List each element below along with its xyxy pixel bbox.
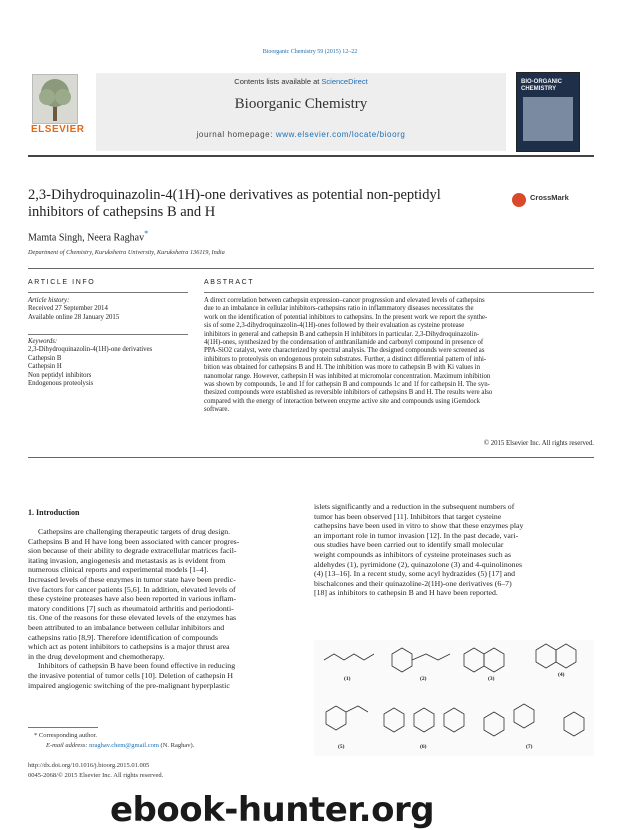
compound-label: (6) — [420, 744, 427, 750]
abstract-line: was shown by compounds, 1e and 1f for cathepsin B and compounds 1c and 1f for cathepsin H. The syn- — [204, 381, 490, 389]
email-line — [46, 742, 194, 749]
abstract-line: work on the identification of potential inhibitors to cathepsins. In the present work we report the synthe- — [204, 313, 488, 321]
intro-line: Increased levels of these enzymes in tumor state have been predic- — [28, 574, 236, 584]
compound-label: (4) — [558, 672, 565, 678]
abstract-heading: ABSTRACT — [204, 279, 255, 286]
abstract-line: 4(1H)-ones, synthesized by the condensation of anthranilamide and carbonyl compound in presence of — [204, 339, 484, 347]
intro-line: itating invasion, angiogenesis and metastasis as is evident from — [28, 555, 226, 565]
issn-line: 0045-2068/© 2015 Elsevier Inc. All rights reserved. — [28, 772, 164, 779]
keywords-label: Keywords: — [28, 338, 58, 345]
intro-line: Inhibitors of cathepsin B have been found effective in reducing — [38, 661, 236, 671]
intro-line: tumor has been observed [11]. Inhibitors that target cysteine — [314, 511, 502, 521]
contents-line — [96, 77, 506, 86]
structures-drawing — [314, 640, 594, 756]
footnote-rule — [28, 727, 98, 728]
author-names: Mamta Singh, Neera Raghav — [28, 232, 145, 244]
article-info-heading: ARTICLE INFO — [28, 279, 96, 286]
title-line-1: 2,3-Dihydroquinazolin-4(1H)-one derivatives as potential non-peptidyl — [28, 187, 441, 203]
article-history — [28, 297, 198, 322]
keyword-item: 2,3-Dihydroquinazolin-4(1H)-one derivatives — [28, 346, 153, 354]
abstract-line: sis of some 2,3-dihydroquinazolin-4(1H)-ones followed by their evaluation as cysteine protease — [204, 322, 465, 330]
email-link[interactable]: nraghav.chem@gmail.com — [89, 742, 159, 749]
header-divider — [28, 155, 594, 157]
intro-line: tis. One of the reasons for these elevated levels of the enzymes has — [28, 613, 237, 623]
abstract-line: bition was obtained for cathepsins B and H. The inhibition was more to cathepsin B with Ki values in — [204, 364, 481, 372]
abstract-line: A direct correlation between cathepsin expression–cancer progression and elevated levels of cathepsins — [204, 297, 485, 304]
article-info-rule — [28, 292, 188, 293]
copyright: © 2015 Elsevier Inc. All rights reserved. — [483, 440, 594, 447]
intro-line: (4) [13–16]. In a recent study, some acyl hydrazides (5) [17] and — [314, 569, 516, 579]
intro-line: impaired angiogenic switching of the pre-malignant hyperplastic — [28, 680, 230, 690]
authors — [28, 229, 148, 243]
crossmark-icon[interactable] — [512, 193, 526, 207]
compound-label: (2) — [420, 676, 427, 682]
intro-line: numerous clinical reports and experimental models [1–4]. — [28, 565, 209, 575]
compound-label: (1) — [344, 676, 351, 682]
info-divider — [28, 268, 594, 269]
article-title — [28, 187, 468, 221]
homepage-prefix: journal homepage: — [196, 130, 276, 139]
intro-line: matory conditions [7] such as rheumatoid arthritis and periodonti- — [28, 603, 234, 613]
intro-right-column — [314, 502, 594, 598]
received-date: Received 27 September 2014 — [28, 305, 108, 313]
title-line-2: inhibitors of cathepsins B and H — [28, 204, 216, 220]
keywords-rule — [28, 334, 188, 335]
intro-line: cathepsins ratio [8,9]. Therefore identification of compounds — [28, 632, 218, 642]
available-date: Available online 28 January 2015 — [28, 313, 120, 321]
keyword-item: Endogenous proteolysis — [28, 380, 94, 388]
intro-left-column — [28, 527, 296, 690]
abstract-line: PPA-SiO2 catalyst, were characterized by spectral analysis. The designed compounds were screened as — [204, 347, 485, 355]
abstract-line: thesized compounds were established as reversible inhibitors of cathepsins B and H. The results were also — [204, 389, 493, 397]
compound-label: (7) — [526, 744, 533, 750]
section-heading: 1. Introduction — [28, 508, 80, 517]
intro-line: these cysteine proteases have also been reported in various inflam- — [28, 594, 237, 604]
intro-line: Cathepsins B and H have long been associated with cancer progres- — [28, 536, 240, 546]
contents-prefix: Contents lists available at — [234, 77, 322, 86]
intro-line: which act as potent inhibitors to cathepsins is a major thrust area — [28, 642, 230, 652]
corresponding-author-note: * Corresponding author. — [34, 732, 98, 739]
keyword-item: Cathepsin B — [28, 354, 62, 362]
sciencedirect-link[interactable]: ScienceDirect — [321, 77, 368, 86]
compound-label: (3) — [488, 676, 495, 682]
journal-reference[interactable]: Bioorganic Chemistry 59 (2015) 12–22 — [262, 49, 358, 55]
watermark: ebook-hunter.org — [110, 790, 435, 830]
abstract-line: compared with the energy of interaction between enzyme active site and compounds using iGemdock — [204, 397, 481, 405]
abstract-rule — [204, 292, 594, 293]
abstract-line: due to an imbalance in cellular inhibitors-cathepsins ratio in inflammatory diseases necessitates the — [204, 305, 474, 313]
elsevier-tree-logo — [32, 74, 78, 124]
keyword-item: Cathepsin H — [28, 363, 62, 371]
journal-homepage — [96, 130, 506, 139]
intro-line: aldehydes (1), pyrimidone (2), quinazolone (3) and 4-quinolinones — [314, 559, 523, 569]
intro-line: in the drug development and chemotherapy. — [28, 651, 165, 661]
intro-line: an important role in tumor invasion [12]. In the past decade, vari- — [314, 530, 519, 540]
intro-line: bischalcones and their quinazoline-2(1H)-one derivatives (6–7) — [314, 578, 512, 588]
intro-line: [18] as inhibitors to cathepsin B and H have been reported. — [314, 588, 498, 598]
history-label: Article history: — [28, 297, 70, 304]
cover-image — [523, 97, 573, 141]
intro-line: islets significantly and a reduction in the subsequent numbers of — [314, 502, 515, 511]
compound-label: (5) — [338, 744, 345, 750]
email-suffix: (N. Raghav). — [158, 742, 195, 749]
homepage-link[interactable]: www.elsevier.com/locate/bioorg — [275, 130, 406, 139]
abstract-line: nanomolar range. However, cathepsin H was inhibited at micromolar concentration. Maximum inhibition — [204, 372, 491, 380]
intro-line: tive factors for cancer patients [5,6]. In addition, elevated levels of — [28, 584, 236, 594]
abstract-divider — [28, 457, 594, 458]
chemical-structures-figure — [314, 640, 594, 756]
intro-line: the invasive potential of tumor cells [10]. Deletion of cathepsin H — [28, 670, 234, 680]
intro-line: Cathepsins are challenging therapeutic targets of drug design. — [38, 527, 231, 536]
intro-line: cathepsins have been used in vitro to show that these enzymes play — [314, 521, 524, 531]
doi-link[interactable]: http://dx.doi.org/10.1016/j.bioorg.2015.01.005 — [28, 762, 150, 769]
keyword-item: Non peptidyl inhibitors — [28, 371, 92, 379]
abstract-line: software. — [204, 406, 230, 414]
intro-line: sion because of their ability to degrade extracellular matrices facil- — [28, 546, 237, 556]
abstract-line: inhibitors to proteolysis on endogenous protein substrates. Further, a distinct differential pattern of inhi- — [204, 355, 487, 363]
email-label: E-mail address: — [46, 742, 90, 749]
cover-title: BIO-ORGANIC CHEMISTRY — [521, 79, 562, 92]
abstract-text — [204, 297, 594, 415]
tree-icon — [33, 75, 77, 123]
journal-title: Bioorganic Chemistry — [234, 96, 368, 112]
abstract-line: inhibitors in general and cathepsin B and cathepsin H inhibitors in particular. 2,3-Dihydroquinazolin- — [204, 330, 480, 338]
intro-line: weight compounds as inhibitors of cysteine proteinases such as — [314, 549, 512, 559]
journal-cover — [516, 72, 580, 152]
publisher-logo-text: ELSEVIER — [31, 124, 85, 135]
keywords-block — [28, 338, 198, 388]
intro-line: been attributed to an imbalance between cellular inhibitors and — [28, 622, 225, 632]
crossmark-label[interactable]: CrossMark — [530, 193, 569, 202]
affiliation: Department of Chemistry, Kurukshetra University, Kurukshetra 136119, India — [28, 249, 225, 256]
intro-line: ous studies have been carried out to identify small molecular — [314, 540, 504, 550]
corresponding-mark[interactable]: * — [144, 229, 149, 238]
